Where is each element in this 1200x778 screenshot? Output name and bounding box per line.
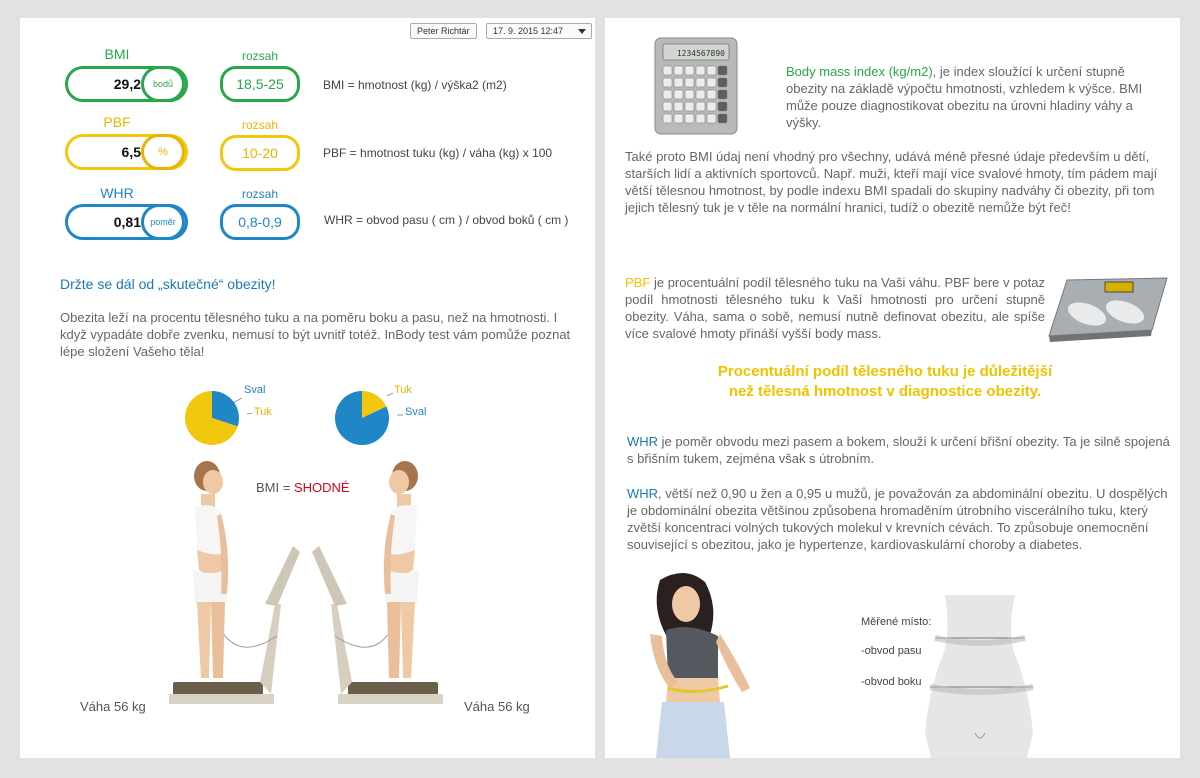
pie-right-label-sval: Sval <box>405 406 427 418</box>
scale-display-right <box>312 546 347 606</box>
calculator-key <box>707 90 716 99</box>
bmi-compare-prefix: BMI = <box>256 480 291 495</box>
scale-column-left <box>260 604 281 694</box>
scale-display-left <box>265 546 300 606</box>
highlight-text <box>665 362 1105 402</box>
whr-text-2: , větší než 0,90 u žen a 0,95 u mužů, je považován za abdominální obezitu. U dospělých je obdominální obezita většinou způsobena hromaděním útrobního viscerálního tuku, který zvětší koncentraci volných tukových molekul v krevních cévách. To způsobuje onemocnění související s obezitou, jako je hypertenze, kardiovaskulární choroby a diabetes. <box>627 486 1168 552</box>
woman-on-scale-left <box>165 454 300 754</box>
measure-hip-label: -obvod boku <box>861 676 922 688</box>
pie-chart-left <box>185 380 295 450</box>
scale-platform-left <box>173 682 263 696</box>
scale-display <box>1105 282 1133 292</box>
calculator-key <box>674 66 683 75</box>
pie-left-label-tuk: Tuk <box>254 406 272 418</box>
scale-platform-right <box>348 682 438 696</box>
pbf-text: je procentuální podíl tělesného tuku na Vaši váhu. PBF bere v potaz podíl hmotnosti tělesného tuku k Vaší hmotnosti pro určení stupně obezity. Váha, sama o sobě, nemusí nutně definovat obezitu, ale spíše více svalové hmoty přináší vyšší body mass. <box>625 275 1045 341</box>
right-panel <box>605 18 1180 758</box>
leg-right-2 <box>387 602 401 678</box>
calculator-key <box>663 66 672 75</box>
calculator-key <box>707 78 716 87</box>
obesity-heading: Držte se dál od „skutečné“ obezity! <box>60 276 276 292</box>
pbf-description <box>625 274 1045 342</box>
calculator-key <box>685 78 694 87</box>
calculator-key <box>707 66 716 75</box>
pie-left-leader-tuk <box>247 413 252 414</box>
scale-base-right <box>338 694 443 704</box>
face-right <box>389 470 409 494</box>
pbf-range: 10-20 <box>220 135 300 171</box>
top-left <box>195 505 223 555</box>
pie-right-slices <box>335 391 389 445</box>
calculator-key <box>663 102 672 111</box>
arm-woman-right <box>716 634 750 692</box>
leg-right-1 <box>401 602 415 678</box>
calculator-key <box>718 114 727 123</box>
bmi-title: Body mass index (kg/m2) <box>786 64 933 79</box>
pbf-unit: % <box>141 134 185 170</box>
whr-range: 0,8-0,9 <box>220 204 300 240</box>
whr-formula: WHR = obvod pasu ( cm ) / obvod boků ( cm ) <box>324 213 569 227</box>
weight-left: Váha 56 kg <box>80 699 146 714</box>
highlight-line-2: než tělesná hmotnost v diagnostice obezity. <box>728 383 1042 400</box>
calculator-key <box>674 102 683 111</box>
calculator-key <box>674 90 683 99</box>
measure-title: Měřené místo: <box>861 616 932 628</box>
leg-left-1 <box>197 602 211 678</box>
calculator-key <box>696 114 705 123</box>
date-dropdown[interactable] <box>486 23 592 39</box>
calculator-display-text: 1234567890 <box>676 49 725 58</box>
top-right <box>389 505 417 555</box>
bmi-range: 18,5-25 <box>220 66 300 102</box>
calculator-icon <box>653 36 739 136</box>
scale-base-left <box>169 694 274 704</box>
pie-right-leader-tuk <box>387 393 393 396</box>
bmi-formula: BMI = hmotnost (kg) / výška2 (m2) <box>323 78 507 92</box>
calculator-key <box>696 78 705 87</box>
woman-on-scale-right <box>312 454 447 754</box>
calculator-key <box>663 78 672 87</box>
face-woman <box>672 586 700 622</box>
date-value: 17. 9. 2015 12:47 <box>493 26 564 36</box>
calculator-key <box>674 78 683 87</box>
bathroom-scale-icon <box>1047 270 1172 345</box>
leg-left-2 <box>211 602 225 678</box>
whr-text-1: je poměr obvodu mezi pasem a bokem, slouží k určení břišní obezity. Ta je silně spojená s břišním tukem, zejména však s útrobním. <box>627 434 1170 466</box>
pie-left-label-sval: Sval <box>244 384 266 396</box>
scale-column-right <box>331 604 352 694</box>
bmi-description <box>786 63 1161 131</box>
calculator-key <box>696 90 705 99</box>
woman-measuring-waist <box>630 570 780 758</box>
calculator-key <box>696 102 705 111</box>
bmi-unit: bodů <box>141 66 185 102</box>
whr-range-label: rozsah <box>241 187 279 201</box>
tank-top <box>666 627 718 678</box>
pbf-range-label: rozsah <box>241 118 279 132</box>
calculator-key <box>685 114 694 123</box>
pie-right-label-tuk: Tuk <box>394 384 412 396</box>
calculator-key <box>707 114 716 123</box>
whr-value: 0,81 <box>113 214 141 230</box>
obesity-paragraph: Obezita leží na procentu tělesného tuku a na poměru boku a pasu, než na hmotnosti. I když vypadáte dobře zvenku, nemusí to být uvnitř totéž. InBody test vám pomůže poznat lépe složení Vašeho těla! <box>60 310 571 359</box>
whr-capsule <box>65 204 188 240</box>
bmi-label: BMI <box>104 46 130 62</box>
pie-left-slices <box>185 391 239 445</box>
chevron-down-icon <box>578 29 586 34</box>
calculator-key <box>707 102 716 111</box>
calculator-key <box>718 102 727 111</box>
whr-title-2: WHR <box>627 486 659 501</box>
torso-silhouette <box>925 595 1033 758</box>
bmi-compare-result: SHODNÉ <box>293 480 350 495</box>
calculator-key <box>696 66 705 75</box>
calculator-key <box>663 90 672 99</box>
bmi-text: , je index sloužící k určení stupně obezity na základě výpočtu hmotnosti, vzhledem k výšce. BMI může pouze diagnostikovat obezitu na úrovni hladiny váhy a výšky. <box>786 64 1143 130</box>
calculator-key <box>718 90 727 99</box>
calculator-key <box>718 66 727 75</box>
calculator-key <box>674 114 683 123</box>
whr-title-1: WHR <box>627 434 659 449</box>
bmi-capsule <box>65 66 188 102</box>
weight-right: Váha 56 kg <box>464 699 530 714</box>
pbf-label: PBF <box>103 114 131 130</box>
pbf-capsule <box>65 134 188 170</box>
pie-left-leader-sval <box>233 398 242 403</box>
whr-description-2 <box>627 485 1172 553</box>
face-left <box>203 470 223 494</box>
whr-unit: poměr <box>141 204 185 240</box>
whr-label: WHR <box>100 185 134 201</box>
bmi-value: 29,2 <box>113 76 141 92</box>
measure-waist-label: -obvod pasu <box>861 645 922 657</box>
bmi-range-label: rozsah <box>241 49 279 63</box>
pbf-title: PBF <box>625 275 651 290</box>
jeans-woman <box>656 702 730 758</box>
user-selector[interactable]: Peter Richtár <box>410 23 477 39</box>
pbf-value: 6,5 <box>121 144 141 160</box>
calculator-key <box>685 90 694 99</box>
calculator-key <box>685 102 694 111</box>
bmi-paragraph-2: Také proto BMI údaj není vhodný pro všechny, udává méně přesné údaje především u dětí, starších lidí a aktivních sportovců. Např. muži, kteří mají více svalové hmoty, tím pádem mají větší tělesnou hmotnost, by podle indexu BMI spadali do skupiny nadváhy či obezity, při tom jejich tělesný tuk je v těle na normální hranici, tudíž o obezitě nemůže být řeč! <box>625 149 1158 215</box>
pbf-formula: PBF = hmotnost tuku (kg) / váha (kg) x 100 <box>323 146 553 160</box>
calculator-key <box>685 66 694 75</box>
left-panel <box>20 18 595 758</box>
whr-description-1 <box>627 433 1172 467</box>
highlight-line-1: Procentuální podíl tělesného tuku je důležitější <box>717 363 1053 380</box>
calculator-key <box>718 78 727 87</box>
calculator-key <box>663 114 672 123</box>
